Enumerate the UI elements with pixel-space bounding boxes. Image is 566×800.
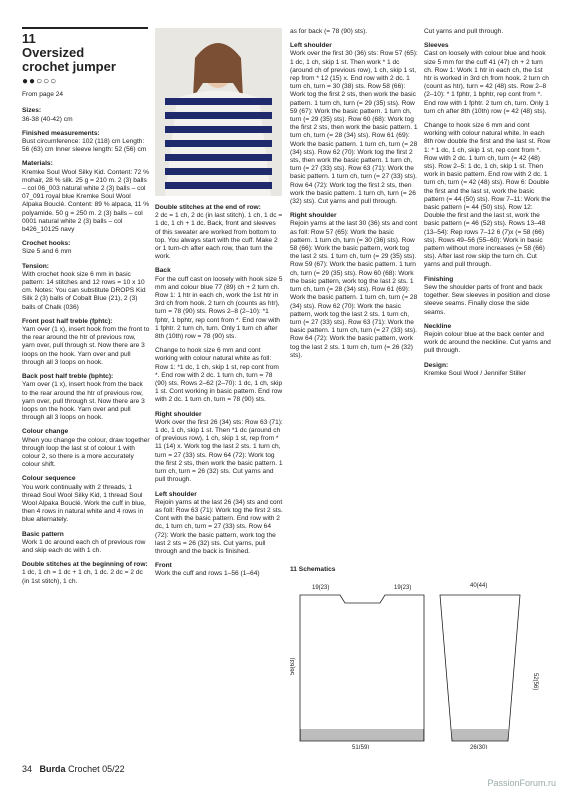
paragraph: [22, 561, 150, 586]
section-text: as for back (= 78 (90) sts).: [290, 28, 368, 35]
paragraph: [22, 107, 150, 123]
paragraph: [155, 562, 283, 578]
paragraph: [290, 28, 418, 36]
paragraph: [22, 318, 150, 367]
column-1: [22, 28, 150, 592]
column-4: [424, 28, 552, 384]
dim-sleeve-top: 40(44): [470, 583, 488, 589]
paragraph: [22, 130, 150, 155]
paragraph: [424, 28, 552, 36]
section-text: Yarn over (1 x), insert hook from the front to the rear around the htr of previous row, yarn over, pull through st. Now there are 3 loops on the hook. Yarn over and pull through all 3 loops on hook.: [22, 326, 150, 366]
section-text: For the cuff cast on loosely with hook size 5 mm and colour blue 77 (89) ch + 2 turn ch. Row 1: 1 htr in each ch, work the 1st htr in 3rd ch from hook. 2 turn ch (counts as htr), turn = 78 (90) sts. Rows 2–8 (2–10): *1 fphtr, 1 bphtr, rep cont from *. End row with 1 fphtr. 2 turn ch, turn. Only 1 turn ch after 8th (10th) row = 78 (90) sts.: [155, 275, 283, 341]
section-text: Kremke Soul Wool / Jennifer Stiller: [424, 369, 526, 377]
section-heading: Right shoulder: [155, 410, 202, 418]
section-text: 1 dc, 1 ch = 1 dc + 1 ch, 1 dc. 2 dc = 2 dc (in 1st stitch), 1 ch.: [22, 569, 143, 585]
paragraph: [424, 323, 552, 356]
section-text: Rejoin yarns at the last 26 (34) sts and cont as foll: Row 63 (71): Work tog the first 2 sts. Cont with the basic pattern. End row with 2 dc, 1 turn ch, turn = 27 (33) sts. Row 64 (72): Work the basic pattern, work tog the last 2 sts = 26 (32) sts. Cut yarns, pull through and the back is finished.: [155, 498, 283, 555]
section-text: Size 5 and 6 mm: [22, 248, 72, 256]
paragraph: [22, 160, 150, 234]
schematic-drawing: [290, 573, 550, 749]
section-heading: Tension:: [22, 262, 49, 270]
paragraph: [155, 267, 283, 341]
issue: 05/22: [102, 764, 125, 774]
section-text: Cut yarns and pull through.: [424, 28, 504, 35]
title-line-1: Oversized: [22, 45, 85, 60]
section-heading: Back: [155, 267, 171, 275]
dim-body-width: 51(59): [352, 745, 370, 749]
section-heading: Front post half treble (fphtc):: [22, 317, 113, 325]
brand: Burda: [39, 764, 66, 774]
section-text: Rejoin yarns at the last 30 (36) sts and cont as foll: Row 57 (65): Work the basic pattern. 1 turn ch, turn (= 30 (36) sts). Row 58 (66): Work the basic pattern, work tog the last 2 sts. 1 turn ch, turn (= 29 (35) sts). Row 59 (67): Work the basic pattern. 1 turn ch, turn (= 29 (35) sts). Row 60 (68): Work the basic pattern, work tog the last 2 sts. 1 turn ch, turn (= 28 (34) sts). Row 61 (69): Work the basic pattern. 1 turn ch, turn (= 28 (34) sts). Row 62 (70): Work the basic pattern, work tog the last 2 sts. 1 turn ch, turn (= 27 (33) sts). Row 63 (71): Work the basic pattern. 1 turn ch, turn (= 27 (33) sts). Row 64 (72): Work the basic pattern, work tog the last 2 sts. 1 turn ch, turn (= 26 (32) sts).: [290, 220, 418, 359]
section-text: Sew the shoulder parts of front and back together. Sew sleeves in position and close sleeve seams. Finally close the side seams.: [424, 283, 551, 316]
paragraph: [424, 42, 552, 116]
section-heading: Right shoulder: [290, 212, 337, 220]
paragraph: [22, 263, 150, 312]
section-heading: Design:: [424, 361, 449, 369]
pattern-number: 11: [22, 31, 36, 46]
section-heading: Double stitches at the beginning of row:: [22, 561, 148, 569]
section-text: Work the cuff and rows 1–56 (1–64): [155, 570, 260, 578]
section-heading: Finished measurements:: [22, 129, 100, 137]
section-text: Yarn over (1 x), insert hook from the back to the rear around the htr of previous row, yarn over, pull through st. Now there are 3 loops on the hook. Yarn over and pull through all 3 loops on hook.: [22, 381, 145, 422]
dim-body-height: 56(63): [290, 657, 296, 675]
paragraph: [290, 212, 418, 360]
section-text: Work 1 dc around each ch of previous row and skip each dc with 1 ch.: [22, 538, 146, 554]
section-heading: Colour sequence: [22, 475, 76, 483]
paragraph: [22, 475, 150, 524]
paragraph: [155, 491, 283, 557]
schematics: [290, 566, 550, 750]
section-text: Cast on loosely with colour blue and hook size 5 mm for the cuff 41 (47) ch + 2 turn ch. Row 1: Work 1 htr in each ch, the 1st htr is worked in 3rd ch from hook. 2 turn ch (count as htr), turn = 42 (48) sts. Row 2–8 (2–10): * 1 fphtr, 1 bphtr, rep cont from *. End row with 1 fphtr. 2 turn ch, turn. Only 1 turn ch after 8th (10th) row (= 42 (48) sts).: [424, 50, 549, 115]
section-text: With crochet hook size 6 mm in basic pattern: 14 stitches and 12 rows = 10 x 10 cm. Notes: You can substitute DROPS Kid Silk 2 (3) balls of Cobalt Blue (21), 2 (3) balls of Chalk (036): [22, 270, 146, 311]
section-heading: Front: [155, 562, 172, 570]
paragraph: [155, 347, 283, 404]
section-heading: Left shoulder: [290, 42, 332, 50]
section-heading: Neckline: [424, 322, 452, 330]
dim-body-top-left: 19(23): [312, 585, 330, 591]
title-line-2: crochet jumper: [22, 59, 116, 74]
dim-sleeve-bottom: 26(30): [470, 745, 488, 749]
section-heading: Double stitches at the end of row:: [155, 204, 261, 211]
section-text: Change to hook size 6 mm and cont working with colour natural white as foll: Row 1: *1 dc, 1 ch, skip 1 st, rep cont from *. End row with 2 dc. 1 turn ch, turn = 78 (90) sts. Rows 2–62 (2–70): 1 dc, 1 ch, skip 1 st. Cont working in basic pattern. End row with 2 dc. 1 turn ch, turn = 78 (90) sts.: [155, 347, 283, 404]
section-heading: Left shoulder: [155, 490, 197, 498]
paragraph: [22, 373, 150, 422]
section: Crochet: [68, 764, 100, 774]
section-text: Bust circumference: 102 (118) cm Length: 56 (63) cm Inner sleeve length: 52 (56) cm: [22, 138, 147, 154]
page-number: 34: [22, 764, 33, 774]
section-text: Rejoin colour blue at the back center and work dc around the neckline. Cut yarns and pull through.: [424, 330, 551, 355]
section-heading: Sleeves: [424, 42, 449, 50]
watermark: PassionForum.ru: [487, 778, 556, 788]
section-heading: Colour change: [22, 428, 69, 436]
section-text: Work over the first 30 (36) sts: Row 57 (65): 1 dc, 1 ch, skip 1 st. Then work * 1 dc (around ch of previous row), 1 ch, skip 1 st, rep from * 12 (15) x. End row with 2 dc. 1 turn ch, turn = 30 (38) sts. Row 58 (66): Work tog the first 2 sts, then work the basic pattern. 1 turn ch, turn (= 29 (35) sts). Row 59 (67): Work the basic pattern. 1 turn ch, turn (= 29 (35) sts). Row 60 (68): Work tog the first 2 sts, then work the basic pattern. 1 turn ch, turn (= 28 (34) sts). Row 61 (69): Work the basic pattern. 1 turn ch, turn (= 28 (34) sts). Row 62 (70): Work tog the first 2 sts, then work the basic pattern. 1 turn ch, turn (= 27 (33) sts). Row 63 (71): Work the basic pattern. 1 turn ch, turn (= 27 (33) sts). Row 64 (72): Work tog the first 2 sts, then work the basic pattern. 1 turn ch, turn (= 26 (32) sts). Cut yarns and pull through.: [290, 50, 418, 206]
paragraph: [22, 240, 150, 256]
section-text: You work continually with 2 threads, 1 thread Soul Wool Silky Kid, 1 thread Soul Wool Alpaka Bouclé. Work the cuff in blue, then 4 rows in natural white and 4 rows in blue alternately.: [22, 483, 146, 524]
paragraph: [22, 531, 150, 556]
striped-sweater: [165, 91, 272, 197]
footer: [22, 764, 125, 774]
paragraph: [155, 204, 283, 261]
section-text: Change to hook size 6 mm and cont working with colour natural white. In each 8th row double the first and the last st. Row 1: * 1 dc, 1 ch, skip 1 st, rep cont from *. Row with 2 dc. 1 turn ch, turn (= 42 (48) sts). Row 2–5: 1 dc, 1 ch, skip 1 st. Then work in basic pattern. End row with 2 dc. 1 turn ch, turn (= 42 (48) sts). Row 6: Double the first and the last st, work the basic pattern (= 44 (50) sts). Row 7–11: Work the basic pattern (= 44 (50) sts). Row 12: Double the first and the last st, work the basic pattern (= 46 (52) sts). Rows 13–48 (13–54): Rep rows 7–12 6 (7)x (= 58 (66) sts). Rows 49–56 (55–60): Work in basic pattern without more increases (= 58 (66) sts). After last row skip the turn ch. Cut yarns and pull through.: [424, 122, 551, 269]
paragraph: [424, 362, 552, 378]
paragraph: [290, 42, 418, 206]
paragraph: [155, 411, 283, 485]
difficulty-rating: ●●○○○: [22, 76, 58, 87]
section-text: When you change the colour, draw together through loop the last st of colour 1 with colour 2, so there is a more accurately colour shift.: [22, 436, 150, 469]
column-2: [155, 204, 283, 585]
body-outline: [300, 595, 424, 741]
paragraph: [424, 276, 552, 317]
dim-sleeve-height: 52(56): [532, 673, 538, 691]
model-photo: [155, 28, 282, 196]
section-heading: Crochet hooks:: [22, 240, 71, 248]
sleeve-outline: [440, 595, 520, 741]
section-heading: Back post half treble (bphtc):: [22, 373, 114, 381]
section-heading: Basic pattern: [22, 530, 64, 538]
section-text: Work over the first 26 (34) sts: Row 63 (71): 1 dc, 1 ch, skip 1 st. Then *1 dc (around ch of previous row), 1 ch, skip 1 st, rep from * 11 (14) x. Work tog the last 2 sts. 1 turn ch, turn = 27 (33) sts. Row 64 (72): Work tog the first 2 sts, then work the basic pattern. 1 turn ch, turn = 26 (32) sts. Cut yarns and pull through.: [155, 418, 283, 484]
paragraph: [22, 428, 150, 469]
paragraph: [424, 122, 552, 270]
column-3: [290, 28, 418, 366]
dim-body-top-right: 19(23): [394, 585, 412, 591]
section-heading: Sizes:: [22, 107, 42, 115]
section-heading: Materials:: [22, 160, 53, 168]
section-heading: Finishing: [424, 275, 454, 283]
from-page: From page 24: [22, 91, 64, 99]
section-text: 36-38 (40-42) cm: [22, 115, 73, 123]
schematics-title: 11 Schematics: [290, 566, 336, 573]
section-text: 2 dc = 1 ch, 2 dc (in last stitch). 1 ch, 1 dc = 1 dc, 1 ch + 1 dc. Back, front and sleeves of this sweater are worked from bottom to top. You always start with the cuff. Make 2 or 1 turn-ch after each row, than turn the work.: [155, 212, 283, 261]
section-text: Kremke Soul Wool Silky Kid. Content: 72 % mohair, 28 % silk. 25 g = 210 m. 2 (3) balls – col 06_003 natural white 2 (3) balls – col 07_091 royal blue Kremke Soul Wool Alpaka Bouclé. Content: 89 % alpaca, 11 % polyamide. 50 g = 250 m. 2 (3) balls – col 0001 natural white 2 (3) balls – col b426_10125 navy: [22, 168, 150, 234]
